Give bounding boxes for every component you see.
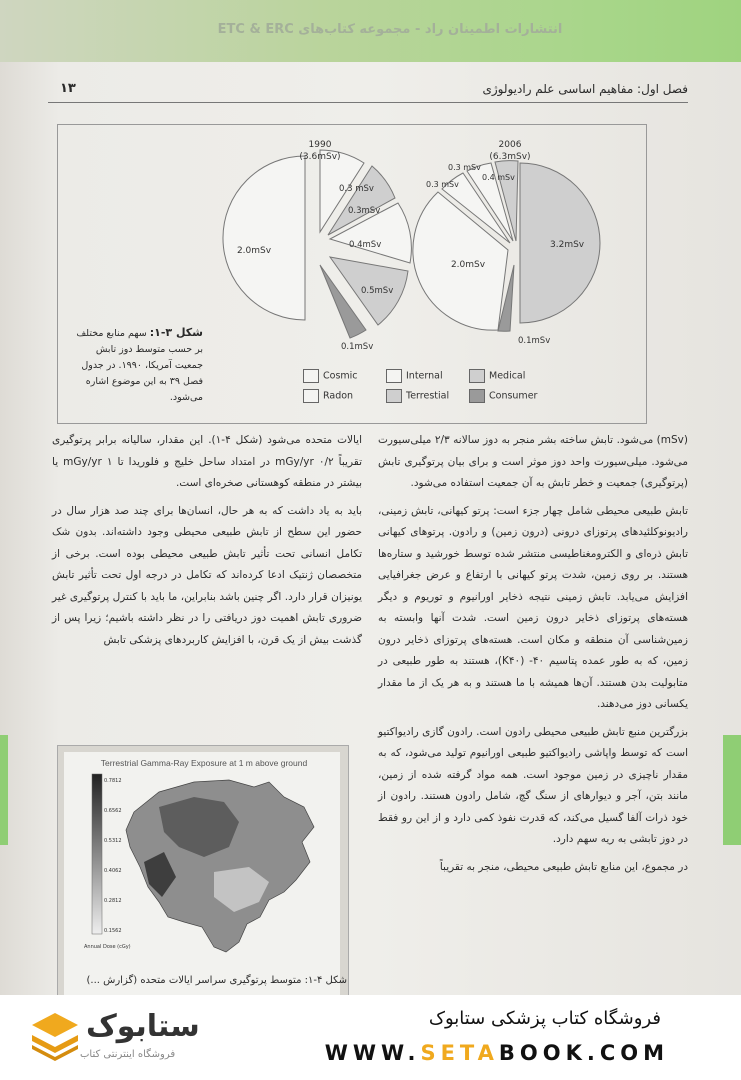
legend-cosmic: [303, 369, 358, 383]
book-stack-icon: [30, 1011, 80, 1061]
pie-2006-year: 2006: [498, 140, 522, 150]
legend-radon: [303, 389, 353, 403]
scale-value-2: 0.5312: [104, 838, 122, 844]
pie-legend: [303, 369, 603, 409]
pie-1990-label-2: 0.3mSv: [348, 206, 381, 216]
left-para-0: ایالات متحده می‌شود (شکل ۴-۱). این مقدار، سالیانه برابر پرتوگیری تقریباً ۰/۲ mGy/yr در امتداد ساحل خلیج و فلوریدا تا ۱ mGy/yr یا بیشتر در منطقه کوهستانی صخره‌ای است.: [52, 434, 362, 489]
url-suffix: BOOK.COM: [498, 1041, 669, 1065]
legend-consumer: [469, 389, 537, 403]
pie-2006-total: (6.3mSv): [489, 152, 531, 162]
legend-label: Consumer: [489, 390, 538, 402]
legend-swatch: [303, 369, 319, 383]
pie-1990-label-4: 0.5mSv: [361, 286, 394, 296]
pie-1990-label-0: 2.0mSv: [236, 246, 272, 256]
legend-terrestial: [386, 389, 449, 403]
url-accent: SETA: [420, 1041, 499, 1065]
legend-internal: [386, 369, 443, 383]
pie-1990-total: (3.6mSv): [299, 152, 341, 162]
store-banner: [0, 995, 741, 1080]
logo-tagline: فروشگاه اینترنتی کتاب: [80, 1049, 176, 1060]
left-para-1: باید به یاد داشت که به هر حال، انسان‌ها برای چند صد هزار سال در حضور این سطح از تابش طبیعی محیطی وجود داشته‌اند. بدون شک تکامل انسانی تحت تأثیر تابش طبیعی محیطی بوده است. برخی از متخصصان ژنتیک ادعا کرده‌اند که تکامل در درجه اول تحت تأثیر تابش یونیزان قرار دارد. اگر چنین باشد بنابراین، ما باید با کنترل پرتوگیری غیر ضروری تابش اهمیت دوز دریافتی را در نظر داشته باشیم؛ زیرا پس از گذشت بیش از یک قرن، با افزایش کاربردهای پزشکی تابش: [52, 504, 362, 646]
right-para-2: بزرگترین منبع تابش طبیعی محیطی رادون است. رادون گازی رادیواکتیو است که توسط واپاشی رادیواکتیو طبیعی اورانیوم تولید می‌شود، که به مقدار ناچیزی در زمین موجود است. همه مواد گرفته شده از زمین، مانند بتن، آجر و دیوارهای از سنگ گچ، شامل رادون هستند. رادون از خود ذرات آلفا گسیل می‌کند، که قدرت نفوذ کمی دارد و از این رو فقط در دوز تابشی به ریه سهم دارد.: [378, 725, 688, 845]
page-number: ۱۳: [60, 81, 76, 96]
right-column: [378, 430, 688, 884]
figure-4-1-caption: شکل ۴-۱: متوسط پرتوگیری سراسر ایالات متحده (گزارش ...): [86, 975, 347, 986]
map-svg: [64, 752, 340, 995]
right-para-0: (mSv) می‌شود. تابش ساخته بشر منجر به دوز سالانه ۲/۳ میلی‌سیورت می‌شود. میلی‌سیورت واحد دوز موثر است و برای بیان پرتوگیری تابش (پرتوگیری) جمعیت و خطر تابش به آن جمعیت استفاده می‌شود.: [378, 434, 688, 489]
legend-label: Radon: [323, 390, 354, 402]
pie-2006-label-2: 0.3 mSv: [448, 163, 481, 172]
store-url[interactable]: [325, 1041, 669, 1065]
url-prefix: WWW.: [324, 1041, 421, 1065]
legend-label: Medical: [489, 370, 526, 382]
figure-4-1: [57, 745, 349, 995]
pie-1990: [223, 150, 411, 338]
scale-value-0: 0.7812: [104, 778, 122, 784]
publisher-header: انتشارات اطمینان راد - مجموعه کتاب‌های ETC & ERC: [217, 22, 563, 37]
legend-swatch: [303, 389, 319, 403]
figure-3-1-caption-label: شکل ۳-۱:: [149, 326, 203, 339]
scale-label: Annual Dose (cGy): [84, 944, 131, 950]
store-name: فروشگاه کتاب پزشکی ستابوک: [428, 1008, 661, 1029]
pie-1990-label-1: 0.3 mSv: [339, 184, 374, 194]
left-column: [52, 430, 362, 657]
pie-1990-year: 1990: [308, 140, 332, 150]
figure-3-1-caption: [68, 325, 203, 406]
pie-1990-label-3: 0.4mSv: [349, 240, 382, 250]
chapter-running-head: [48, 82, 688, 103]
pie-1990-label-5: 0.1mSv: [341, 342, 374, 352]
setabook-logo[interactable]: [30, 1007, 330, 1071]
pie-2006-label-3: 0.3 mSv: [426, 180, 459, 189]
scale-value-5: 0.1562: [104, 928, 122, 934]
pie-2006-label-4: 0.4 mSv: [482, 173, 515, 182]
legend-medical: [469, 369, 525, 383]
figure-3-1: [57, 124, 647, 424]
legend-swatch: [469, 369, 485, 383]
chapter-title: فصل اول: مفاهیم اساسی علم رادیولوژی: [482, 82, 688, 96]
map-color-scale: [92, 774, 102, 934]
legend-swatch: [469, 389, 485, 403]
logo-wordmark: ستابوک: [86, 1009, 200, 1044]
scale-value-4: 0.2812: [104, 898, 122, 904]
pie-2006-label-5: 0.1mSv: [518, 336, 551, 346]
pie-1990-slice-cosmic-large: [223, 156, 305, 320]
legend-swatch: [386, 369, 402, 383]
pie-2006-label-0: 3.2mSv: [550, 240, 585, 250]
map-title: Terrestrial Gamma-Ray Exposure at 1 m above ground: [100, 758, 308, 768]
right-para-1: تابش طبیعی محیطی شامل چهار جزء است: پرتو کیهانی، تابش زمینی، رادیونوکلئیدهای پرتوزای درونی (درون زمین) و رادون. پرتوهای کیهانی تابش ذره‌ای و الکترومغناطیسی منتشر شده توسط خورشید و ستاره‌ها هستند. بر روی زمین، شدت پرتو کیهانی با ارتفاع و عرض جغرافیایی افزایش می‌یابد. تابش زمینی نتیجه ذخایر اورانیوم و توریوم و دیگر هسته‌های پرتوزای ذخایر درون زمین است. شدت آنها وابسته به زمین‌شناسی آن منطقه و مکان است. هسته‌های پرتوزای ذخایر درون زمین، که به طور عمده پتاسیم ۴۰- (K۴۰)، هستند به طور طبیعی در متابولیت بدن هستند. آن‌ها همیشه با ما هستند و به هر یک از ما مقدار یکسانی دوز می‌دهند.: [378, 504, 688, 710]
legend-label: Cosmic: [323, 370, 358, 382]
scale-value-3: 0.4062: [104, 868, 122, 874]
map-panel: [64, 752, 340, 995]
legend-label: Terrestial: [406, 390, 450, 402]
right-para-3: در مجموع، این منابع تابش طبیعی محیطی، منجر به تقریباً: [439, 860, 688, 873]
edge-tab-right: [723, 735, 741, 845]
pie-2006-label-1: 2.0mSv: [450, 260, 486, 270]
figure-3-1-caption-text: سهم منابع مختلف بر حسب متوسط دوز تابش جمعیت آمریکا، ۱۹۹۰. در جدول فصل ۳۹ به این موضوع اشاره می‌شود.: [76, 328, 203, 403]
edge-tab-left: [0, 735, 8, 845]
legend-swatch: [386, 389, 402, 403]
legend-label: Internal: [406, 370, 443, 382]
scale-value-1: 0.6562: [104, 808, 122, 814]
